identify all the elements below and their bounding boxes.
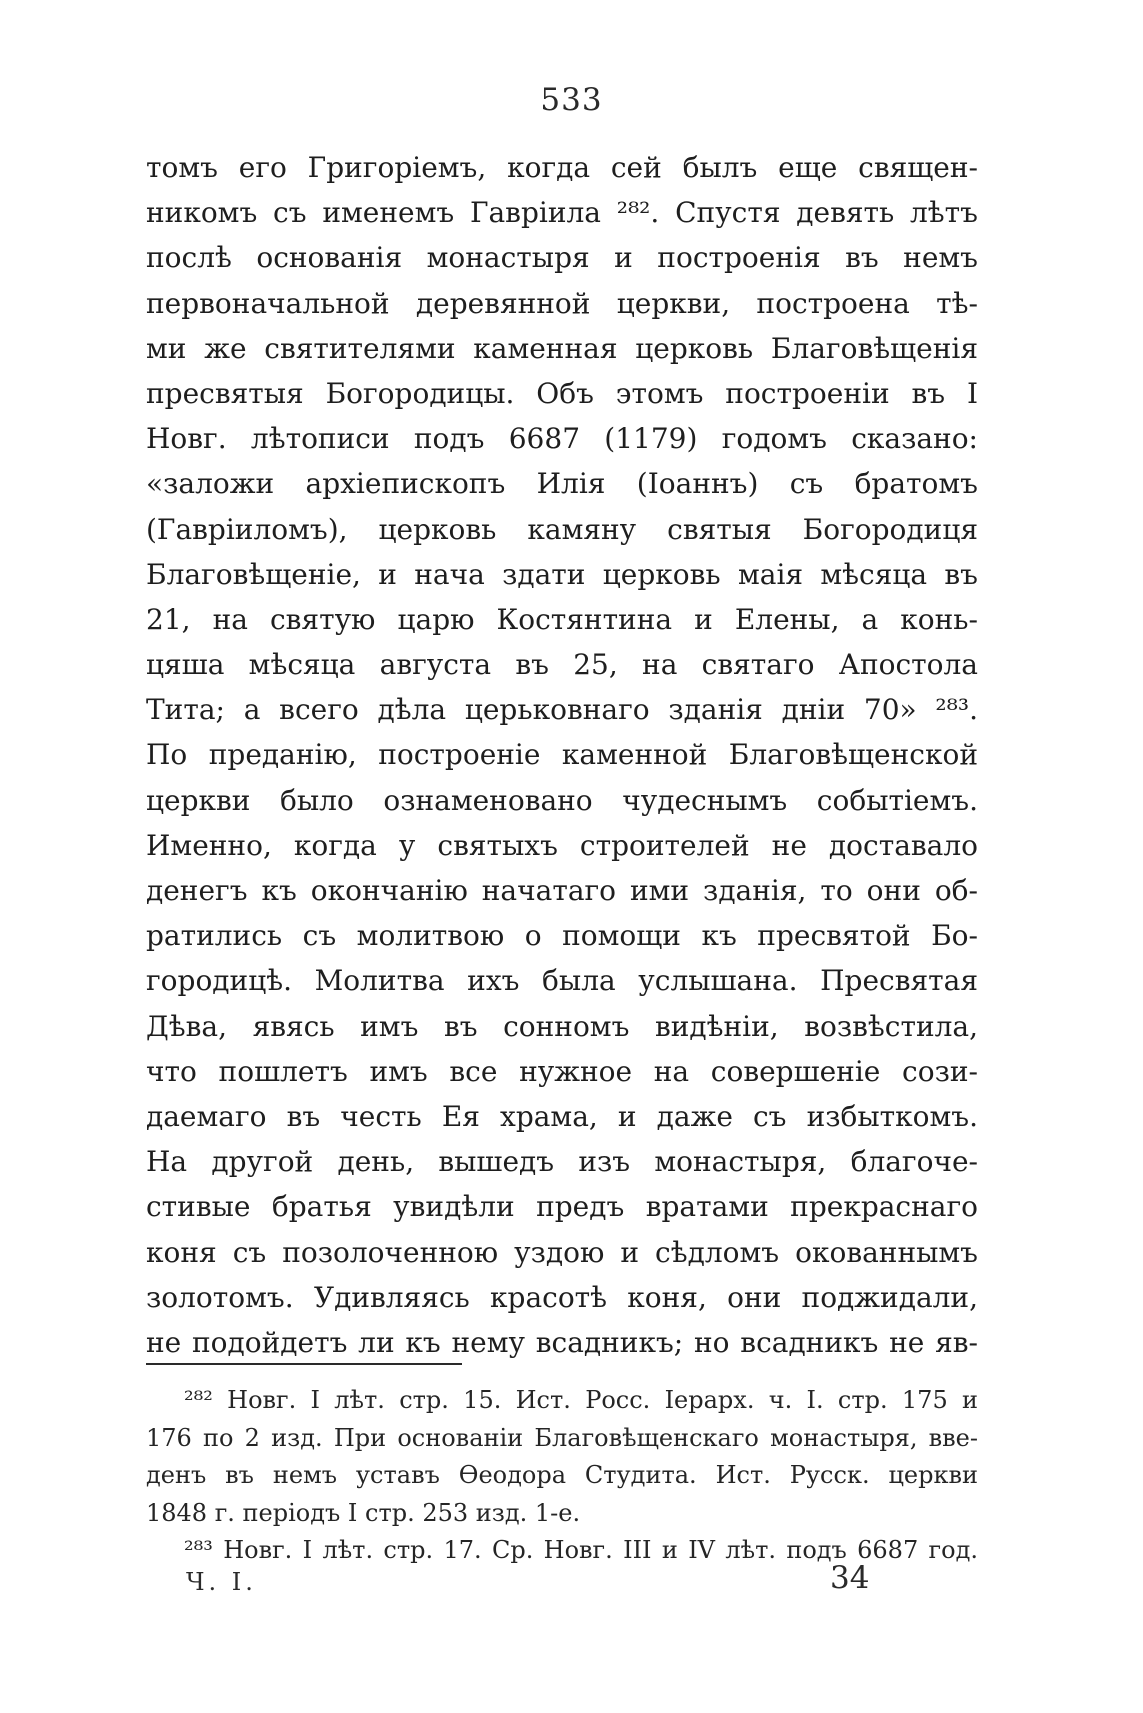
page-number: 533 [540, 82, 603, 118]
text-line: ми же святителями каменная церковь Благовѣщенія [146, 331, 978, 365]
text-line: не подойдетъ ли къ нему всадникъ; но всадникъ не яв- [146, 1325, 978, 1359]
text-line: Дѣва, явясь имъ въ сонномъ видѣніи, возвѣстила, [146, 1009, 978, 1043]
text-line: пресвятыя Богородицы. Объ этомъ построеніи въ I [146, 376, 978, 410]
footnote-line: ²⁸² Новг. I лѣт. стр. 15. Ист. Росс. Іерарх. ч. I. стр. 175 и [184, 1386, 978, 1414]
text-line: На другой день, вышедъ изъ монастыря, благоче- [146, 1145, 978, 1179]
footnote-line: 1848 г. періодъ I стр. 253 изд. 1-е. [146, 1498, 581, 1527]
footnote-line: 176 по 2 изд. При основаніи Благовѣщенскаго монастыря, вве- [146, 1423, 978, 1452]
text-line: денегъ къ окончанію начатаго ими зданія, то они об- [146, 874, 978, 907]
text-line: Новг. лѣтописи подъ 6687 (1179) годомъ сказано: [146, 422, 978, 456]
text-line: даемаго въ честь Ея храма, и даже съ избыткомъ. [146, 1099, 978, 1133]
text-line: Именно, когда у святыхъ строителей не доставало [146, 828, 978, 862]
text-line: первоначальной деревянной церкви, построена тѣ- [146, 286, 978, 320]
footnote-line: денъ въ немъ уставъ Ѳеодора Студита. Ист. Русск. церкви [146, 1461, 978, 1489]
text-line: «заложи архіепископъ Илія (Іоаннъ) съ братомъ [146, 467, 978, 501]
footnote-line: ²⁸³ Новг. I лѣт. стр. 17. Ср. Новг. III и IV лѣт. подъ 6687 год. [184, 1536, 978, 1564]
text-line: городицѣ. Молитва ихъ была услышана. Пресвятая [146, 964, 978, 998]
signature-mark: Ч. I. [186, 1568, 257, 1596]
text-line: томъ его Григоріемъ, когда сей былъ еще священ- [146, 151, 978, 184]
text-line: золотомъ. Удивляясь красотѣ коня, они поджидали, [146, 1280, 978, 1314]
text-line: По преданію, построеніе каменной Благовѣщенской [146, 738, 978, 772]
text-line: (Гавріиломъ), церковь камяну святыя Богородиця [146, 512, 978, 546]
text-line: коня съ позолоченною уздою и сѣдломъ окованнымъ [146, 1235, 978, 1269]
text-line: что пошлетъ имъ все нужное на совершеніе сози- [146, 1054, 978, 1088]
text-line: послѣ основанія монастыря и построенія въ немъ [146, 241, 978, 275]
sheet-number: 34 [830, 1560, 870, 1596]
text-line: Благовѣщеніе, и нача здати церковь маія мѣсяца въ [146, 557, 978, 591]
text-line: 21, на святую царю Костянтина и Елены, а конь- [146, 602, 978, 636]
footnotes [146, 1382, 978, 1570]
main-text [146, 145, 978, 1365]
text-line: Тита; а всего дѣла церьковнаго зданія днiи 70» ²⁸³. [146, 693, 978, 727]
text-line: никомъ съ именемъ Гавріила ²⁸². Спустя девять лѣтъ [146, 196, 978, 230]
text-line: цяша мѣсяца августа въ 25, на святаго Апостола [146, 648, 978, 682]
text-line: ратились съ молитвою о помощи къ пресвятой Бо- [146, 919, 978, 953]
footnote-divider [146, 1363, 462, 1365]
text-line: церкви было ознаменовано чудеснымъ событіемъ. [146, 783, 978, 817]
text-line: стивые братья увидѣли предъ вратами прекраснаго [146, 1190, 978, 1224]
